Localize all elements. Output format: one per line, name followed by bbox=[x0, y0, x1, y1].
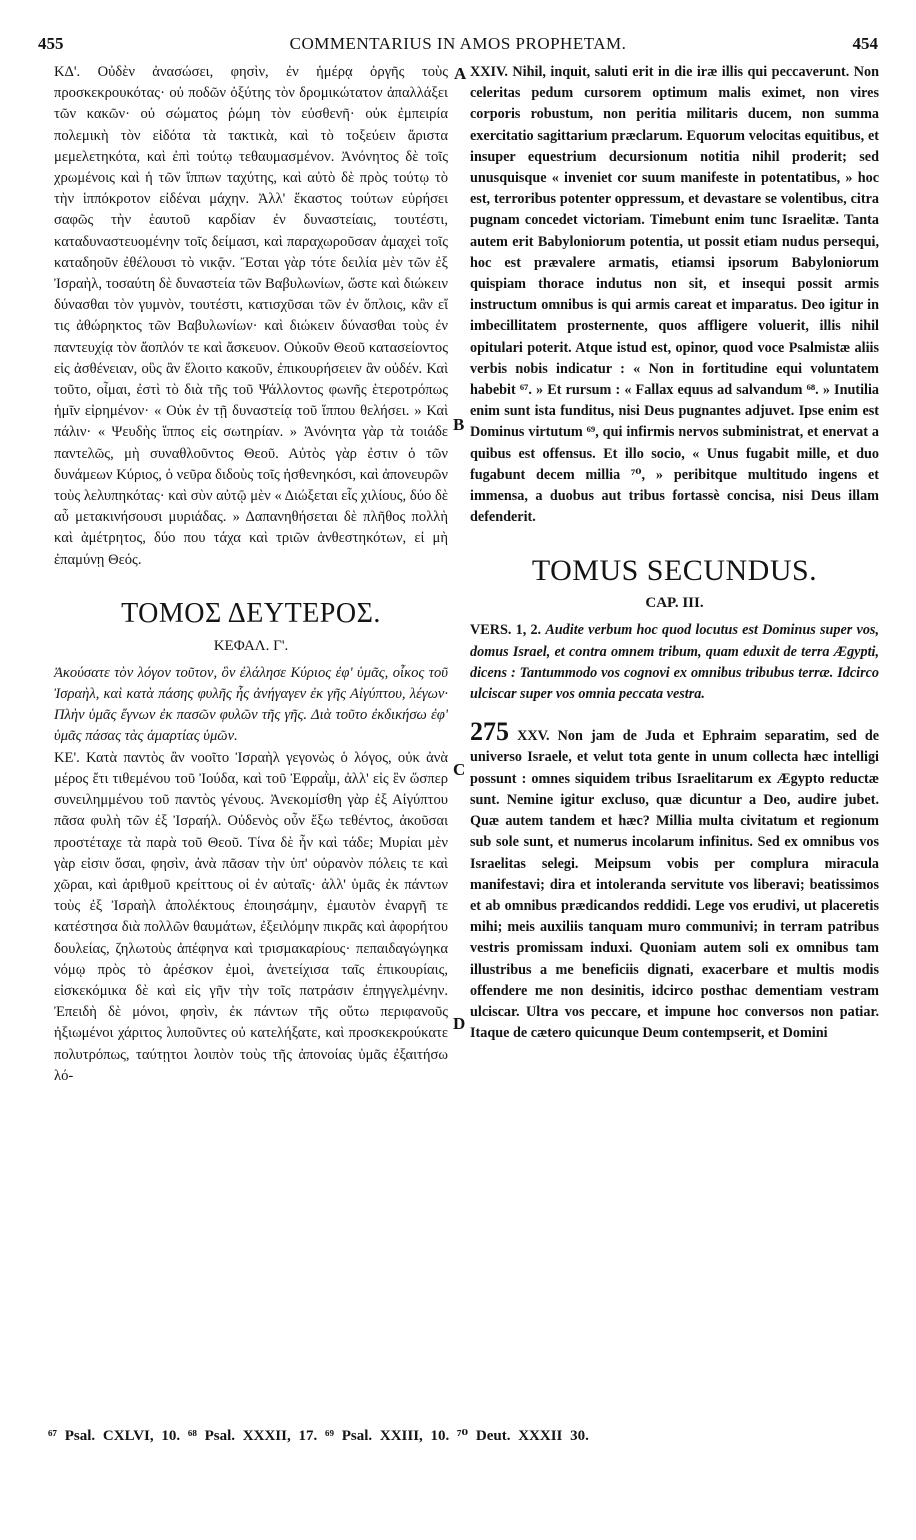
latin-paragraph-24: XXIV. Nihil, inquit, saluti erit in die iræ illis qui peccaverunt. Non celeritas pedum cursorem optimum malis eximet, non vires corporis robustum, non peritia militaris ducem, non summa exercitatio sagittarium præclarum. Equorum velocitas equitibus, et insuper equestrium decursionum notitia nihil proderit; sed unusquisque « inveniet cor suum manifeste in potentatibus, » hoc est, terroribus potenter oppressum, et devastare se volentibus, citra pugnam concedet victoriam. Timebunt enim tunc Israelitæ. Tanta autem erit Babyloniorum potentia, ut possit etiam nudus persequi, hoc est prævalere armatis, etiamsi ipsorum Babyloniorum quispiam thorace indutus non sit, et insequi possit armis instructum omnibus is qui armis careat et imparatus. Deo igitur in imbecillitatem prosternente, quos affligere voluerit, illis nihil opitulari poterit. Atque istud est, opinor, quod voce Psalmistæ aliis verbis nobis indicatur : « Non in fortitudine equi voluntatem habebit ⁶⁷. » Et rursum : « Fallax equus ad salvandum ⁶⁸. » Inutilia enim sunt ista funditus, nisi Deus pugnantes adjuvet. Ipse enim est Dominus virtutum ⁶⁹, qui infirmis nervos subministrat, et enervat a quibus est offensus. Et illo socio, « Unus fugabit mille, et duo fugabunt decem millia ⁷⁰, » peribitque multitudo ingens et immensa, a duobus aut tribus fortassè concisa, nisi Deus illam defenderit. bbox=[470, 64, 879, 526]
latin-verse-block bbox=[470, 620, 879, 705]
margin-marker-c: C bbox=[453, 760, 466, 779]
latin-paragraph-25 bbox=[470, 717, 880, 1044]
latin-paragraph-25-text: XXV. Non jam de Juda et Ephraim separatim, sed de universo Israele, et velut tota gente in unum collecta hæc intelligi possunt : omnes siquidem tribus Israelitarum ex Ægypto reductæ sunt. Nemine igitur excluso, quæ dicuntur a Deo, audire jubet. Quæ autem tandem et hæc? Millia multa civitatum et regionum sub sole sunt, et numerus incolarum infinitus. Sed ex omnibus vos Israelitas selegi. Meipsum vobis per complura miracula manifestavi; dira et intoleranda servitute vos liberavi; beatissimos et ab omnibus prædicandos reddidi. Lege vos erudivi, ut placeretis mihi; meis auxiliis tanquam muro communivi; in terram patribus vestris promissam induxi. Quoniam autem soli ex omnibus tam illustribus a me beneficiis dignati, exacerbare et multis modis offendere me non desinitis, idcirco posthac dementiam vestram ulciscar. Ultra vos peccare, et impune hoc conversos non patiar. Itaque de cætero quicunque Deum contempserit, et Domini bbox=[470, 728, 880, 1042]
greek-paragraph-24: ΚΔ'. Οὐδὲν ἀνασώσει, φησὶν, ἐν ἡμέρᾳ ὀργῆς τοὺς προσκεκρουκότας· οὐ ποδῶν ὀξύτης τὸν δρομικώτατον ἀπαλλάξει τῶν κακῶν· οὐ σώματος ῥώμη τὸν εὐσθενῆ· οὐκ ἐμπειρία πολεμικὴ τὸν εἰδότα τὰ τακτικὰ, καὶ τὸ τοξεύειν ἄριστα μεμελετηκότα, καὶ ἐπὶ τούτῳ τεθαυμασμένον. Ἀνόνητος δὲ τοῖς χρωμένοις καὶ ἡ τῶν ἵππων ταχύτης, καὶ αὐτὸ δὲ πρὸς τούτῳ τὸ τὴν ἱππόκροτον εἰδέναι μάχην. Ἀλλ' ἕκαστος τούτων εὑρήσει σαφῶς τὴν ἑαυτοῦ καρδίαν ἐν δυναστείαις, τουτέστι, καταδυναστευομένην τοῖς δείμασι, καὶ παραχωροῦσαν ἀμαχεὶ τοῖς καταδηοῦν ἐθέλουσι τὸ νικᾷν. Ἔσται γὰρ τότε δειλία μὲν τῶν ἐξ Ἰσραὴλ, τοσαύτη δὲ δυναστεία τῶν Βαβυλωνίων, ὥστε καὶ διώκειν δύνασθαι τὸν γυμνὸν, τουτέστι, κατισχῦσαι τῶν ἐν ὅπλοις, κἂν εἴ τις ἀθώρηκτος τῶν Βαβυλωνίων· καὶ διώκειν δύνασθαι τοὺς ἐν παντευχίᾳ τὸν ἄοπλόν τε καὶ ἄσκευον. Οὐκοῦν Θεοῦ κατασείοντος εἰς ἀσθένειαν, οὓς ἂν ἕλοιτο κακοῦν, ἐπικουρήσειεν ἂν οὐδέν. Καὶ τοῦτο, οἶμαι, ἐστὶ τὸ διὰ τῆς τοῦ Ψάλλοντος φωνῆς ἑτεροτρόπως ἡμῖν εἰρημένον· « Οὐκ ἐν τῇ δυναστείᾳ τοῦ ἵππου θελήσει. » Καὶ πάλιν· « Ψευδὴς ἵππος εἰς σωτηρίαν. » Ἀνόνητα γὰρ τὰ τοιάδε παντελῶς, μὴ συναθλοῦντος Θεοῦ. Αὐτὸς γὰρ ἐστιν ὁ τῶν δυνάμεων Κύριος, ὁ νεῦρα διδοὺς τοῖς ἠσθενηκόσι, καὶ ἀπονευρῶν τοὺς λελυπηκότας· καὶ σὺν αὐτῷ μὲν « Διώξεται εἷς χιλίους, δύο δὲ αὖ μετακινήσουσι μυριάδας. » Δαπανηθήσεται δὲ πλῆθος πολλὴ καὶ ἀμέτρητος, δύο που τάχα καὶ τριῶν ἀνθεστηκότων, εἰ μὴ ἐπαμύνῃ Θεός. bbox=[54, 64, 448, 568]
latin-verse-text: Audite verbum hoc quod locutus est Dominus super vos, domus Israel, et contra omnem tribum, quam eduxit de terra Ægypti, dicens : Tantummodo vos cognovi ex omnibus tribubus terræ. Idcirco ulciscar super vos omnia peccata vestra. bbox=[470, 622, 879, 703]
greek-chapter-heading: ΚΕΦΑΛ. Γ'. bbox=[213, 637, 289, 654]
margin-marker-a: A bbox=[454, 64, 467, 83]
running-title: COMMENTARIUS IN AMOS PROPHETAM. bbox=[289, 34, 627, 53]
greek-paragraph-25: ΚΕ'. Κατὰ παντὸς ἂν νοοῖτο Ἰσραὴλ γεγονὼς ὁ λόγος, οὐκ ἀνὰ μέρος ἔτι τιθεμένου τοῦ Ἰούδα, καὶ τοῦ Ἐφραῒμ, ἀλλ' εἰς ἓν ὥσπερ συνειλημμένου τοῦ παντὸς γένους. Ἀνεκομίσθη γὰρ ἐξ Αἰγύπτου πᾶσα φυλὴ τῶν ἐξ Ἰσραήλ. Οὐδενὸς οὖν ἔξω τεθέντος, ἀκοῦσαι προστέταχε τὰ παρὰ τοῦ Θεοῦ. Τίνα δὲ ἦν καὶ τάδε; Μυρίαι μὲν γὰρ εἰσιν ὅσαι, φησὶν, ἀνὰ πᾶσαν τὴν ὑπ' οὐρανὸν πόλεις τε καὶ χῶραι, καὶ ἀριθμοῦ κρείττους οἱ ἐν αὐταῖς· ἀλλ' ὑμᾶς ἐκ πάντων τοὺς ἐξ Ἰσραὴλ ἀπολέκτους ἐποιησάμην, ἐμαυτὸν ἐναργῆ τε κατέστησα διὰ πολλῶν θαυμάτων, ἐξειλόμην πικρᾶς καὶ ἀφορήτου δουλείας, ζηλωτοὺς ἀπέφηνα καὶ τρισμακαρίους· πεπαιδαγώγηκα νόμῳ πρὸς τὸ ἀρέσκον ἐμοὶ, ἀνετείχισα ταῖς ἐπικουρίαις, εἰσκεκόμικα δὲ καὶ εἰς γῆν τὴν τοῖς πατράσιν ἐπηγγελμένην. Ἐπειδὴ δὲ μόνοι, φησὶν, ἐκ πάντων τῆς οὕτω περιφανοῦς ἠξιωμένοι χάριτος λυποῦντες οὐ κατελήξατε, καὶ προσκεκρούκατε πολυτρόπως, ταύτῃτοι λοιπὸν τοὺς τῆς ἀπονοίας ὑμᾶς ἐξαιτήσω λό- bbox=[54, 749, 448, 1084]
page-header bbox=[0, 34, 916, 60]
greek-column bbox=[54, 62, 448, 1087]
latin-section-title: TOMUS SECUNDUS. bbox=[531, 554, 818, 588]
greek-verse-text: Ἀκούσατε τὸν λόγον τοῦτον, ὃν ἐλάλησε Κύριος ἐφ' ὑμᾶς, οἶκος τοῦ Ἰσραὴλ, καὶ κατὰ πάσης φυλῆς ἧς ἀνήγαγεν ἐκ γῆς Αἰγύπτου, λέγων· Πλὴν ὑμᾶς ἔγνων ἐκ πασῶν φυλῶν τῆς γῆς. Διὰ τοῦτο ἐκδικήσω ἐφ' ὑμᾶς πάσας τὰς ἁμαρτίας ὑμῶν. bbox=[54, 664, 448, 745]
footnotes: ⁶⁷ Psal. CXLVI, 10. ⁶⁸ Psal. XXXII, 17. ⁶⁹ Psal. XXIII, 10. ⁷⁰ Deut. XXXII 30. bbox=[48, 1428, 589, 1444]
right-page-number: 454 bbox=[852, 34, 878, 53]
margin-marker-d: D bbox=[453, 1014, 466, 1033]
margin-marker-b: B bbox=[453, 415, 465, 434]
greek-section-title: ΤΟΜΟΣ ΔΕΥΤΕΡΟΣ. bbox=[121, 597, 381, 629]
latin-chapter-heading: CAP. III. bbox=[645, 595, 704, 612]
column-number: 275 bbox=[470, 717, 509, 747]
left-page-number: 455 bbox=[38, 34, 64, 53]
verse-label: VERS. 1, 2. bbox=[470, 622, 542, 639]
latin-column bbox=[470, 62, 879, 1044]
